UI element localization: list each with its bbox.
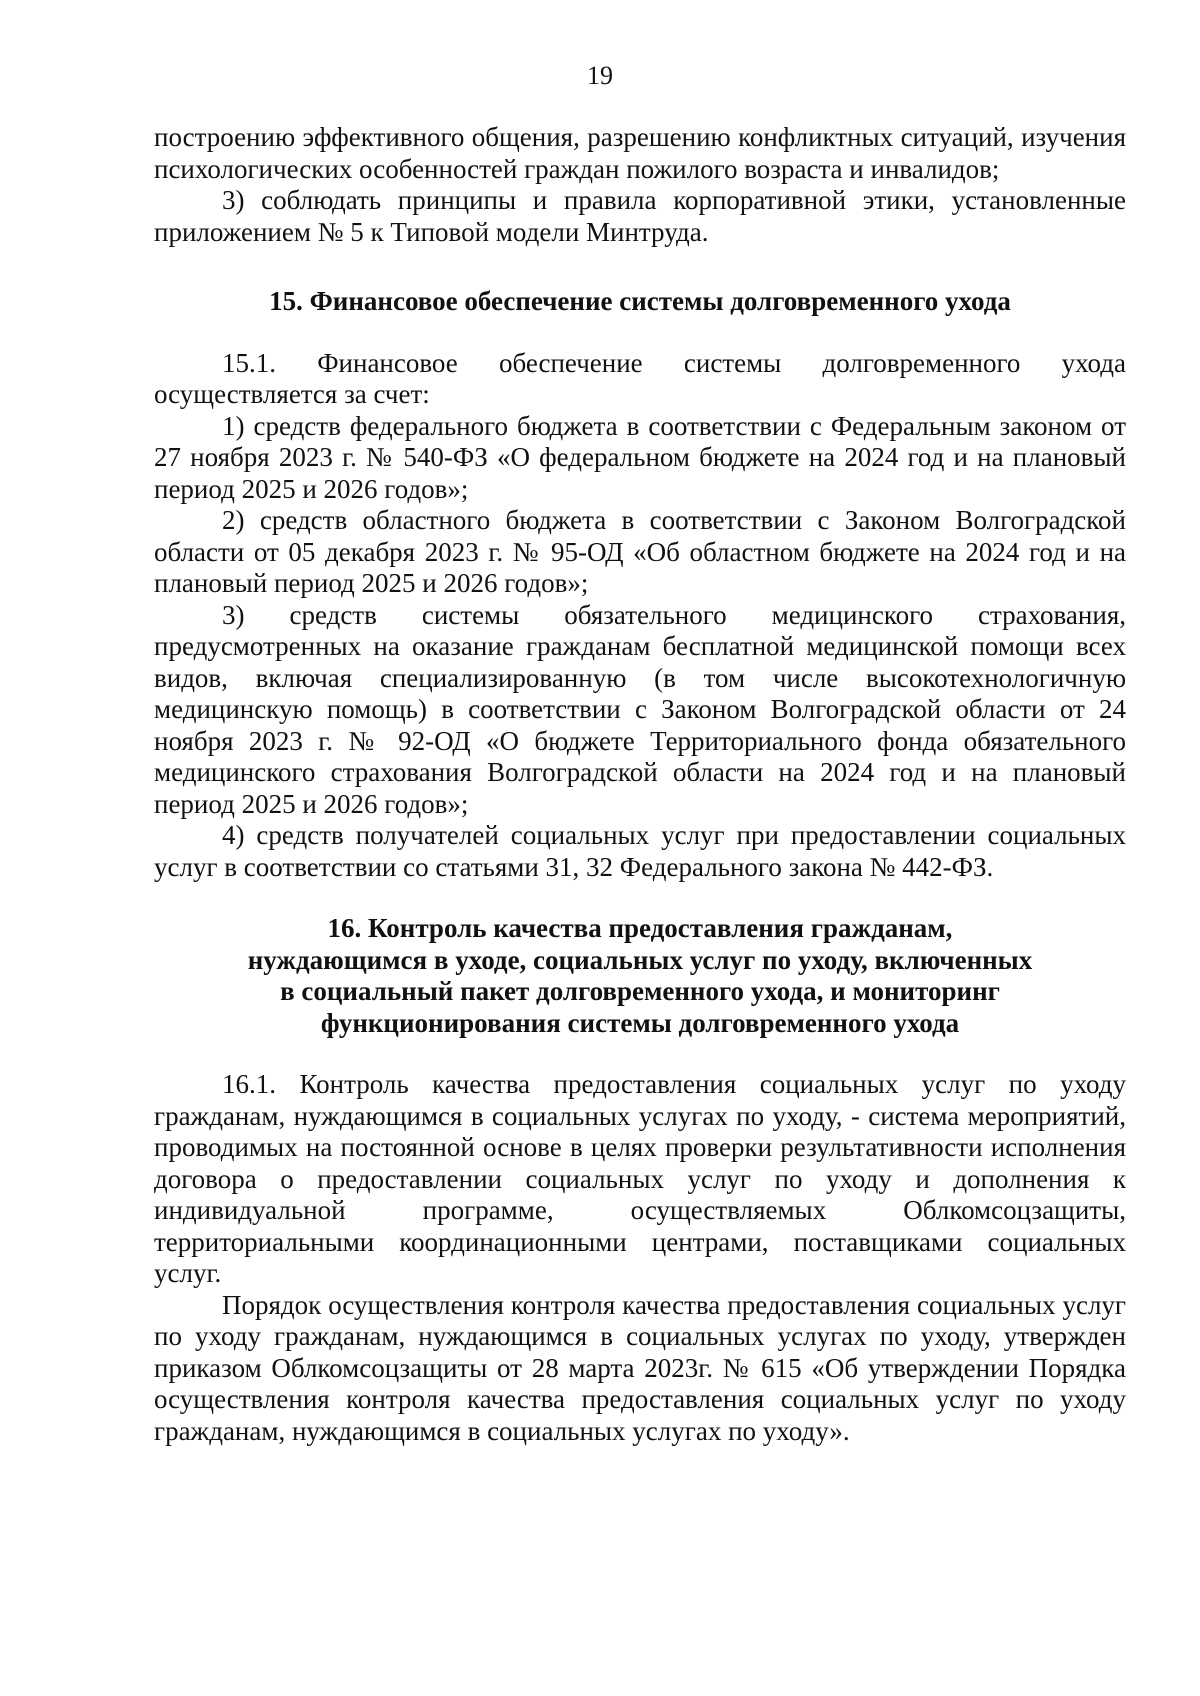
section-16-heading-line: в социальный пакет долговременного ухода, и мониторинг bbox=[280, 976, 1000, 1006]
section-15-heading: 15. Финансовое обеспечение системы долговременного ухода bbox=[269, 286, 1011, 316]
page-content bbox=[154, 122, 1126, 1447]
paragraph-15-1: 15.1. Финансовое обеспечение системы долговременного ухода осуществляется за счет: bbox=[154, 347, 1126, 409]
paragraph-continuation: построению эффективного общения, разрешению конфликтных ситуаций, изучения психологических особенностей граждан пожилого возраста и инвалидов; bbox=[154, 122, 1126, 184]
section-16-heading-line: 16. Контроль качества предоставления гражданам, bbox=[327, 913, 953, 943]
paragraph-15-1-item-1: 1) средств федерального бюджета в соответствии с Федеральным законом от 27 ноября 2023 г. № 540-ФЗ «О федеральном бюджете на 2024 год и на плановый период 2025 и 2026 годов»; bbox=[154, 410, 1126, 504]
section-16-heading bbox=[154, 913, 1126, 1039]
paragraph-15-1-item-4: 4) средств получателей социальных услуг при предоставлении социальных услуг в соответствии со статьями 31, 32 Федерального закона № 442-ФЗ. bbox=[154, 820, 1126, 882]
paragraph-item-3-ethics: 3) соблюдать принципы и правила корпоративной этики, установленные приложением № 5 к Типовой модели Минтруда. bbox=[154, 185, 1126, 247]
paragraph-16-procedure: Порядок осуществления контроля качества предоставления социальных услуг по уходу гражданам, нуждающимся в социальных услугах по уходу, утвержден приказом Облкомсоцзащиты от 28 марта 2023г. № 615 «Об утверждении Порядка осуществления контроля качества предоставления социальных услуг по уходу гражданам, нуждающимся в социальных услугах по уходу». bbox=[154, 1289, 1126, 1446]
paragraph-16-1: 16.1. Контроль качества предоставления социальных услуг по уходу гражданам, нуждающимся в социальных услугах по уходу, - система мероприятий, проводимых на постоянной основе в целях проверки результативности исполнения договора о предоставлении социальных услуг по уходу и дополнения к индивидуальной программе, осуществляемых Облкомсоцзащиты, территориальными координационными центрами, поставщиками социальных услуг. bbox=[154, 1069, 1126, 1288]
paragraph-15-1-item-3: 3) средств системы обязательного медицинского страхования, предусмотренных на оказание гражданам бесплатной медицинской помощи всех видов, включая специализированную (в том числе высокотехнологичную медицинскую помощь) в соответствии с Законом Волгоградской области от 24 ноября 2023 г. № 92-ОД «О бюджете Территориального фонда обязательного медицинского страхования Волгоградской области на 2024 год и на плановый период 2025 и 2026 годов»; bbox=[154, 599, 1126, 819]
section-16-heading-line: нуждающимся в уходе, социальных услуг по уходу, включенных bbox=[247, 944, 1033, 975]
paragraph-15-1-item-2: 2) средств областного бюджета в соответствии с Законом Волгоградской области от 05 декабря 2023 г. № 95-ОД «Об областном бюджете на 2024 год и на плановый период 2025 и 2026 годов»; bbox=[154, 505, 1126, 598]
page-number: 19 bbox=[587, 61, 613, 90]
section-16-heading-line: функционирования системы долговременного ухода bbox=[320, 1007, 960, 1038]
